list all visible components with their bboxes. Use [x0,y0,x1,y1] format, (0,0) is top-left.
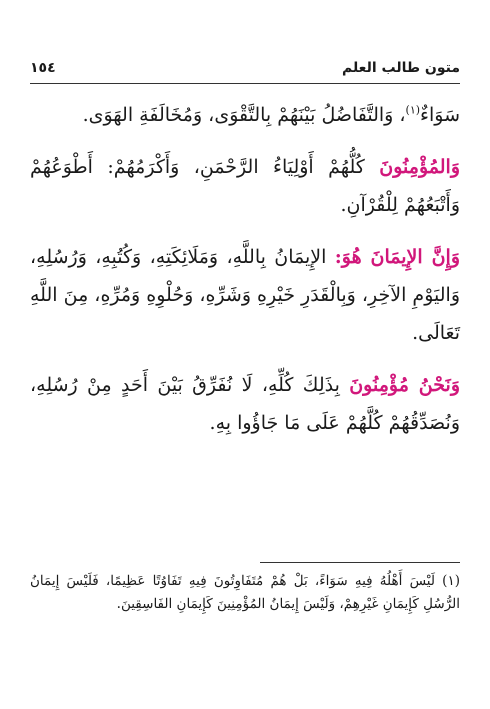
paragraph-1-text-a: سَوَاءٌ [420,104,460,126]
footnote-divider [260,562,460,563]
main-text [30,96,460,456]
paragraph-3-text: الإِيمَانُ بِاللَّهِ، وَمَلَائِكَتِهِ، وَكُتُبِهِ، وَرُسُلِهِ، وَاليَوْمِ الآخِرِ، وَبِالْقَدَرِ خَيْرِهِ وَشَرِّهِ، وَحُلْوِهِ وَمُرِّهِ، مِنَ اللَّهِ تَعَالَى. [30,246,460,344]
footnote [30,570,460,616]
paragraph-2 [30,148,460,224]
header-divider [30,83,460,84]
paragraph-2-text: كُلُّهُمْ أَوْلِيَاءُ الرَّحْمَنِ، وَأَكْرَمُهُمْ: أَطْوَعُهُمْ وَأَتْبَعُهُمْ لِلْقُرْآنِ. [30,156,460,216]
page-header [30,56,460,80]
paragraph-4-text: بِذَلِكَ كُلِّهِ، لَا نُفَرِّقُ بَيْنَ أَحَدٍ مِنْ رُسُلِهِ، وَنُصَدِّقُهُمْ كُلَّهُمْ عَلَى مَا جَاؤُوا بِهِ. [30,374,460,434]
page-number: ١٥٤ [30,60,56,76]
paragraph-3-highlight: وَإِنَّ الإِيمَانَ هُوَ: [334,246,460,268]
footnote-text: لَيْسَ أَهْلُهُ فِيهِ سَوَاءً، بَلْ هُمْ مُتَفَاوِتُونَ فِيهِ تَفَاوُتًا عَظِيمًا، فَلَيْسَ إِيمَانُ الرُّسُلِ كَإِيمَانِ غَيْرِهِمْ، وَلَيْسَ إِيمَانُ المُؤْمِنِينَ كَإِيمَانِ الفَاسِقِينَ. [30,573,460,612]
paragraph-3 [30,238,460,352]
paragraph-1 [30,96,460,134]
footnote-marker: (١) [442,573,460,589]
footnote-reference: (١) [405,103,421,117]
paragraph-4-highlight: وَنَحْنُ مُؤْمِنُونَ [349,374,460,396]
book-title: متون طالب العلم [341,60,460,76]
paragraph-1-text-b: ، وَالتَّفَاضُلُ بَيْنَهُمْ بِالتَّقْوَى، وَمُخَالَفَةِ الهَوَى. [82,104,406,126]
paragraph-4 [30,366,460,442]
paragraph-2-highlight: وَالمُؤْمِنُونَ [379,156,460,178]
